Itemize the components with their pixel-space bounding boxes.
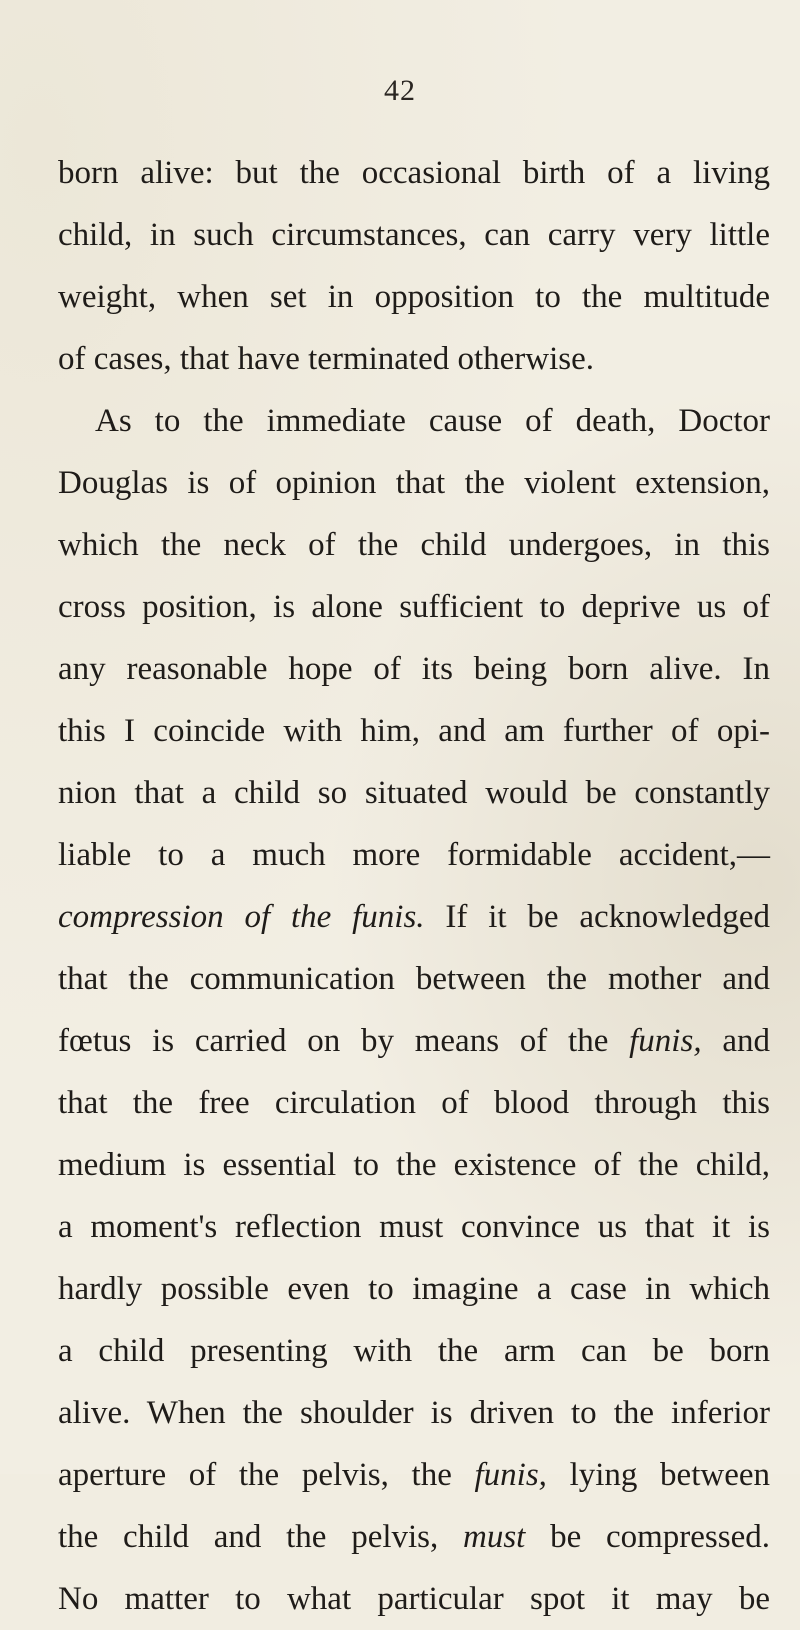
text-segment: child, in such circumstances, can carry very little (58, 217, 770, 253)
text-segment: a moment's reflection must convince us that it is (58, 1209, 770, 1245)
text-segment: which the neck of the child undergoes, in this (58, 527, 770, 563)
text-segment: nion that a child so situated would be constantly (58, 775, 770, 811)
text-segment: this I coincide with him, and am further of opi- (58, 713, 770, 749)
text-line (58, 1568, 770, 1630)
text-line (58, 1320, 770, 1382)
text-segment: cross position, is alone sufficient to deprive us of (58, 589, 770, 625)
italic-text: funis, (474, 1457, 547, 1493)
text-line (58, 1258, 770, 1320)
text-line (58, 1134, 770, 1196)
text-line (58, 204, 770, 266)
italic-text: funis, (629, 1023, 702, 1059)
text-line (58, 142, 770, 204)
text-line (58, 390, 770, 452)
text-line (58, 452, 770, 514)
text-line (58, 762, 770, 824)
text-segment: that the communication between the mother and (58, 961, 770, 997)
text-segment: lying between (546, 1457, 770, 1493)
text-segment: No matter to what particular spot it may be (58, 1581, 770, 1617)
text-line (58, 1072, 770, 1134)
text-segment: that the free circulation of blood through this (58, 1085, 770, 1121)
text-segment: As to the immediate cause of death, Doctor (95, 403, 770, 439)
text-segment: hardly possible even to imagine a case in which (58, 1271, 770, 1307)
text-line (58, 824, 770, 886)
text-line (58, 1382, 770, 1444)
text-line (58, 948, 770, 1010)
italic-text: compression of the funis. (58, 899, 425, 935)
text-segment: born alive: but the occasional birth of a living (58, 155, 770, 191)
text-segment: If it be acknowledged (424, 899, 770, 935)
text-segment: aperture of the pelvis, the (58, 1457, 475, 1493)
text-line (58, 638, 770, 700)
text-line (58, 328, 770, 390)
text-line (58, 266, 770, 328)
page-number: 42 (384, 74, 416, 107)
text-line (58, 576, 770, 638)
text-segment: and (701, 1023, 770, 1059)
text-segment: be compressed. (525, 1519, 770, 1555)
body-text (58, 142, 770, 1630)
text-segment: a child presenting with the arm can be born (58, 1333, 770, 1369)
text-segment: fœtus is carried on by means of the (58, 1023, 630, 1059)
text-line (58, 1010, 770, 1072)
text-line (58, 700, 770, 762)
text-line (58, 1506, 770, 1568)
text-segment: alive. When the shoulder is driven to the inferior (58, 1395, 770, 1431)
text-segment: weight, when set in opposition to the multitude (58, 279, 770, 315)
text-line (58, 886, 770, 948)
text-line (58, 1444, 770, 1506)
text-line (58, 1196, 770, 1258)
text-segment: of cases, that have terminated otherwise. (58, 341, 595, 377)
text-segment: liable to a much more formidable accident,— (58, 837, 770, 873)
text-segment: any reasonable hope of its being born alive. In (58, 651, 770, 687)
text-segment: the child and the pelvis, (58, 1519, 463, 1555)
italic-text: must (463, 1519, 526, 1555)
text-segment: medium is essential to the existence of the child, (58, 1147, 770, 1183)
text-segment: Douglas is of opinion that the violent extension, (58, 465, 770, 501)
text-line (58, 514, 770, 576)
